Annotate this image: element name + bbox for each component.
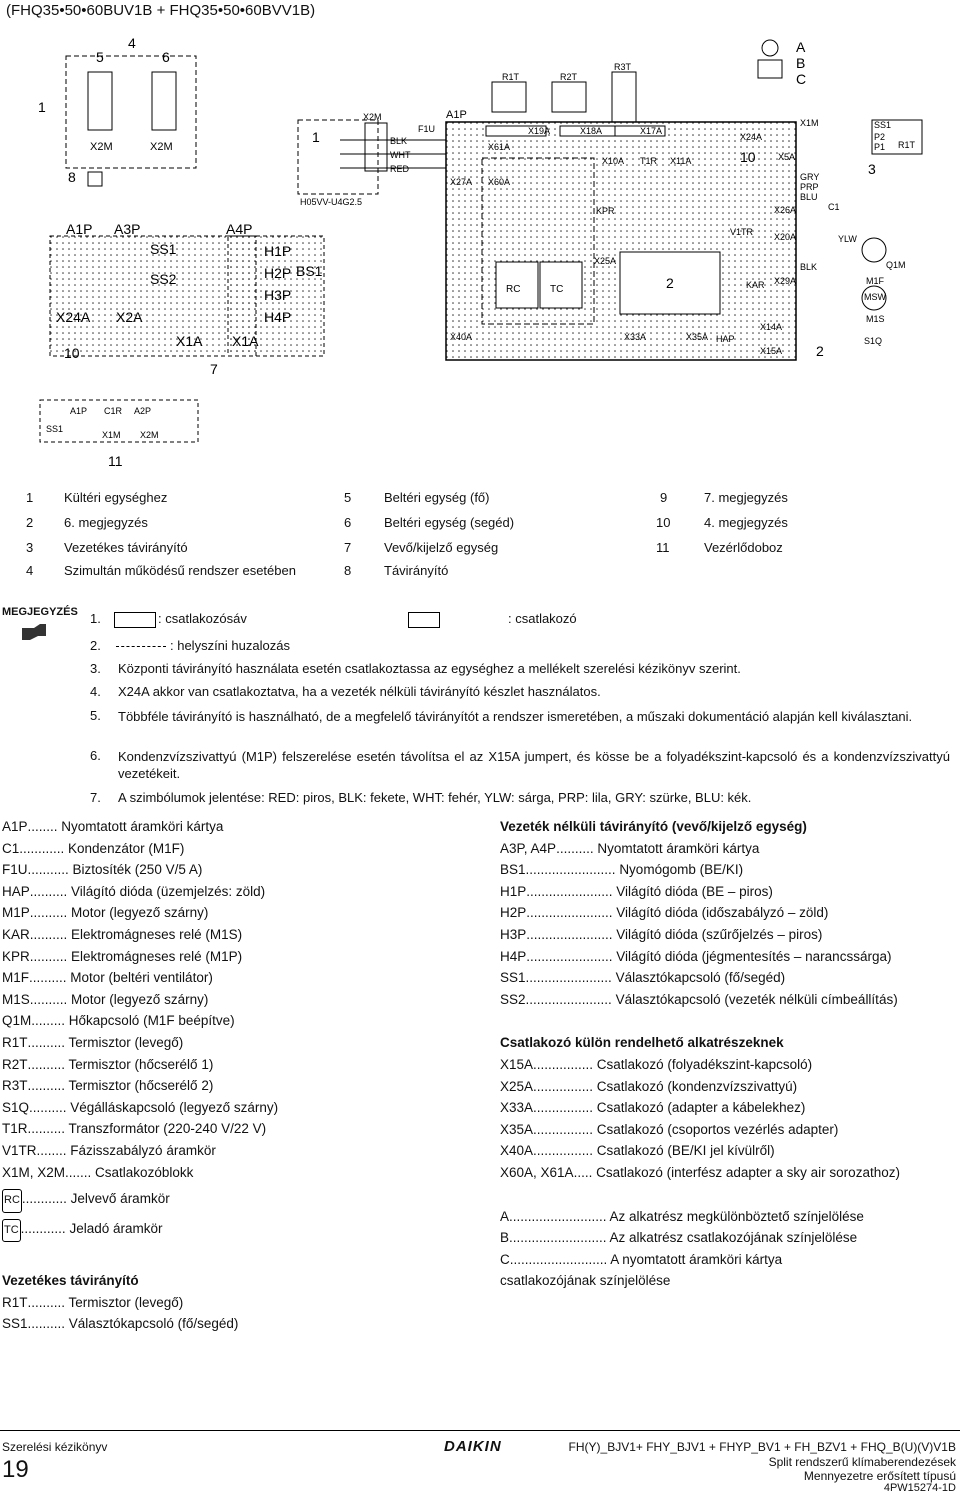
part-key: R1T	[2, 1034, 28, 1050]
legend-3-text: Vezetékes távirányító	[64, 540, 188, 555]
terminal-strip-symbol	[114, 612, 156, 628]
blk-label-2: BLK	[800, 262, 818, 272]
part-value: Végálláskapcsoló (legyező szárny)	[70, 1099, 279, 1115]
x27a-label: X27A	[450, 177, 473, 187]
legend-2-text: 6. megjegyzés	[64, 515, 148, 530]
wireless-remote-title: Vezeték nélküli távirányító (vevő/kijelző egység)	[500, 819, 807, 834]
x25a-label: X25A	[594, 256, 617, 266]
part-value: Motor (beltéri ventilátor)	[70, 970, 213, 986]
part-key: H1P	[500, 883, 527, 899]
part-key: X15A	[500, 1056, 534, 1072]
note-2-num: 2.	[90, 638, 101, 653]
part-key: M1F	[2, 970, 29, 986]
note-4-text: X24A akkor van csatlakoztatva, ha a vezeték nélküli távirányító készlet használatos.	[118, 684, 601, 699]
part-value: Motor (legyező szárny)	[71, 905, 209, 921]
wiring-diagram	[0, 20, 960, 480]
x29a-label: X29A	[774, 276, 797, 286]
wht-label: WHT	[390, 150, 411, 160]
part-row: TC ............ Jeladó áramkör	[2, 1218, 472, 1243]
part-key: SS1	[500, 970, 526, 986]
part-row: H3P....................... Világító dióda (szűrőjelzés – piros)	[500, 924, 958, 946]
part-key: A3P, A4P	[500, 840, 557, 856]
footer-page-number: 19	[2, 1456, 29, 1483]
part-row: SS1....................... Választókapcsoló (fő/segéd)	[500, 967, 958, 989]
footer-manual: Szerelési kézikönyv	[2, 1440, 108, 1454]
part-value: Csatlakozó (adapter a kábelekhez)	[596, 1100, 806, 1116]
x15a-label: X15A	[760, 346, 783, 356]
parts-left-list	[2, 816, 472, 1335]
part-row: H1P....................... Világító dióda (BE – piros)	[500, 881, 958, 903]
part-row: M1S.......... Motor (legyező szárny)	[2, 989, 472, 1011]
a3p-label: A3P	[114, 221, 141, 237]
part-key: B	[500, 1230, 510, 1246]
part-key: KAR	[2, 926, 30, 942]
part-key: T1R	[2, 1121, 28, 1137]
part-row: A3P, A4P.......... Nyomtatott áramköri kártya	[500, 838, 958, 860]
x24a-label: X24A	[740, 132, 763, 142]
a1p-label-2: A1P	[66, 221, 93, 237]
part-value: Termisztor (hőcserélő 1)	[68, 1056, 214, 1072]
note-1-connector: : csatlakozó	[508, 611, 577, 626]
p1-label: P1	[874, 142, 886, 152]
x61a-label: X61A	[488, 142, 511, 152]
box11-a2p: A2P	[134, 406, 152, 416]
x18a-label: X18A	[580, 126, 603, 136]
part-value: Fázisszabályzó áramkör	[70, 1142, 216, 1158]
m1s-label: M1S	[866, 314, 885, 324]
a1p-label: A1P	[446, 109, 467, 121]
part-key: F1U	[2, 862, 28, 878]
part-key: H4P	[500, 948, 527, 964]
p2-label: P2	[874, 132, 886, 142]
legend-10-text: 4. megjegyzés	[704, 515, 788, 530]
optional-title: Csatlakozó külön rendelhető alkatrészeknek	[500, 1035, 784, 1051]
part-value: Választókapcsoló (fő/segéd)	[615, 970, 786, 986]
x1a-label-2: X1A	[232, 333, 259, 349]
callout-6: 6	[162, 49, 170, 65]
legend-1-text: Kültéri egységhez	[64, 490, 168, 505]
part-key: X33A	[500, 1100, 534, 1116]
part-key: R3T	[2, 1078, 28, 1094]
legend-3-num: 3	[26, 540, 34, 555]
part-row: M1P.......... Motor (legyező szárny)	[2, 902, 472, 924]
x2m-3-label: X2M	[150, 141, 173, 153]
f1u-label: F1U	[418, 124, 436, 134]
parts-right-list	[500, 816, 958, 1292]
part-value: Hőkapcsoló (M1F beépítve)	[68, 1013, 235, 1029]
h1p-label: H1P	[264, 243, 292, 259]
part-row: R2T.......... Termisztor (hőcserélő 1)	[2, 1054, 472, 1076]
legend-9-text: 7. megjegyzés	[704, 490, 788, 505]
cable-label: H05VV-U4G2.5	[300, 197, 363, 207]
part-row: X35A................ Csatlakozó (csoportos vezérlés adapter)	[500, 1119, 958, 1141]
kpr-label: KPR	[596, 206, 615, 216]
part-key: H3P	[500, 926, 527, 942]
gry-label: GRY	[800, 172, 820, 182]
legend-7-text: Vevő/kijelző egység	[384, 540, 499, 555]
part-value: Termisztor (levegő)	[68, 1034, 184, 1050]
x60a-label: X60A	[488, 177, 511, 187]
part-row: X1M, X2M....... Csatlakozóblokk	[2, 1162, 472, 1184]
part-key: A	[500, 1208, 510, 1224]
part-row: Q1M......... Hőkapcsoló (M1F beépítve)	[2, 1010, 472, 1032]
part-value: Kondenzátor (M1F)	[68, 840, 185, 856]
part-row: R1T.......... Termisztor (levegő)	[2, 1032, 472, 1054]
h2p-label: H2P	[264, 265, 292, 281]
part-key: TC	[2, 1219, 21, 1243]
part-key: X60A, X61A	[500, 1164, 574, 1180]
part-value: Világító dióda (időszabályzó – zöld)	[616, 905, 829, 921]
part-key: Q1M	[2, 1013, 32, 1029]
legend-5-num: 5	[344, 490, 352, 505]
part-value: Termisztor (levegő)	[68, 1294, 184, 1310]
x20a-label: X20A	[774, 232, 797, 242]
part-key: H2P	[500, 905, 527, 921]
x1m-label: X1M	[800, 118, 819, 128]
part-row: A.......................... Az alkatrész megkülönböztető színjelölése	[500, 1206, 958, 1228]
legend-6-text: Beltéri egység (segéd)	[384, 515, 515, 530]
tc-label: TC	[550, 284, 564, 295]
part-key: SS2	[500, 991, 526, 1007]
legend-9-num: 9	[660, 490, 668, 505]
ylw-label: YLW	[838, 234, 857, 244]
part-key: R2T	[2, 1056, 28, 1072]
part-value: Nyomógomb (BE/KI)	[619, 862, 744, 878]
part-value: Jeladó áramkör	[69, 1220, 163, 1236]
part-key: X35A	[500, 1121, 534, 1137]
part-row: SS2....................... Választókapcsoló (vezeték nélküli címbeállítás)	[500, 989, 958, 1011]
part-key: M1S	[2, 991, 30, 1007]
h4p-label: H4P	[264, 309, 292, 325]
prp-label: PRP	[800, 182, 819, 192]
callout-2b: 2	[816, 343, 824, 359]
callout-a: A	[796, 39, 806, 55]
part-row: X15A................ Csatlakozó (folyadékszint-kapcsoló)	[500, 1054, 958, 1076]
x14a-label: X14A	[760, 322, 783, 332]
ss1-label-2: SS1	[150, 241, 177, 257]
part-value: Csatlakozó (kondenzvízszivattyú)	[596, 1078, 798, 1094]
legend-2-num: 2	[26, 515, 34, 530]
note-5-text: Többféle távirányító is használható, de a megfelelő távirányítót a rendszer ismeretében, a műszaki dokumentáció alapján kell kiválasztani.	[118, 709, 913, 724]
x24a-2-label: X24A	[56, 309, 91, 325]
part-value: Az alkatrész csatlakozójának színjelölése	[609, 1230, 858, 1246]
part-row: F1U........... Biztosíték (250 V/5 A)	[2, 859, 472, 881]
callout-4: 4	[128, 35, 136, 51]
part-value: Világító dióda (jégmentesítés – narancssárga)	[616, 948, 892, 964]
part-row: HAP.......... Világító dióda (üzemjelzés: zöld)	[2, 881, 472, 903]
x2a-label: X2A	[116, 309, 143, 325]
red-label: RED	[390, 164, 410, 174]
part-value: Világító dióda (üzemjelzés: zöld)	[71, 883, 266, 899]
part-value: Az alkatrész megkülönböztető színjelölése	[609, 1208, 864, 1224]
legend-1-num: 1	[26, 490, 34, 505]
page-header: (FHQ35•50•60BUV1B + FHQ35•50•60BVV1B)	[6, 2, 316, 19]
part-row: B.......................... Az alkatrész csatlakozójának színjelölése	[500, 1227, 958, 1249]
notes-heading: MEGJEGYZÉS	[2, 606, 78, 618]
part-value: Nyomtatott áramköri kártya	[597, 840, 760, 856]
x11a-label: X11A	[670, 156, 692, 166]
part-key: SS1	[2, 1316, 28, 1332]
r3t-label: R3T	[614, 62, 632, 72]
blu-label: BLU	[800, 192, 818, 202]
part-row: V1TR........ Fázisszabályzó áramkör	[2, 1140, 472, 1162]
note-6-text: Kondenzvízszivattyú (M1P) felszerelése esetén távolítsa el az X15A jumpert, és kösse be a folyadékszint-kapcsoló és a kondenzvízszivattyú vezetékeit.	[118, 749, 950, 781]
part-key: C1	[2, 840, 20, 856]
kar-label: KAR	[746, 280, 765, 290]
box11-x1m: X1M	[102, 430, 121, 440]
callout-3: 3	[868, 161, 876, 177]
footer-models: FH(Y)_BJV1+ FHY_BJV1 + FHYP_BV1 + FH_BZV1 + FHQ_B(U)(V)V1B	[568, 1440, 956, 1454]
part-row: C.......................... A nyomtatott áramköri kártya csatlakozójának színjelölése	[500, 1249, 850, 1292]
note-5-num: 5.	[90, 708, 101, 723]
part-value: Elektromágneses relé (M1S)	[71, 926, 243, 942]
x10a-label: X10A	[602, 156, 625, 166]
part-key: V1TR	[2, 1142, 37, 1158]
part-value: Jelvevő áramkör	[70, 1191, 170, 1207]
part-value: Választókapcsoló (vezeték nélküli címbeállítás)	[615, 991, 898, 1007]
t1r-label: T1R	[640, 156, 658, 166]
x19a-label: X19A	[528, 126, 551, 136]
callout-11: 11	[108, 453, 123, 469]
part-key: M1P	[2, 905, 30, 921]
a4p-label: A4P	[226, 221, 253, 237]
part-row: A1P........ Nyomtatott áramköri kártya	[2, 816, 472, 838]
part-value: Csatlakozó (folyadékszint-kapcsoló)	[596, 1056, 813, 1072]
part-value: Nyomtatott áramköri kártya	[61, 819, 224, 834]
note-2-text: : helyszíni huzalozás	[170, 638, 290, 653]
legend-8-num: 8	[344, 563, 352, 578]
note-4-num: 4.	[90, 684, 101, 699]
part-row: H4P....................... Világító dióda (jégmentesítés – narancssárga)	[500, 946, 958, 968]
hap-label: HAP	[716, 334, 735, 344]
legend-10-num: 10	[656, 515, 671, 530]
note-3-num: 3.	[90, 661, 101, 676]
part-value: Motor (legyező szárny)	[71, 991, 209, 1007]
part-row: KPR.......... Elektromágneses relé (M1P)	[2, 946, 472, 968]
note-1-strip: : csatlakozósáv	[158, 611, 247, 626]
footer-code: 4PW15274-1D	[883, 1482, 956, 1494]
part-value: Biztosíték (250 V/5 A)	[72, 862, 203, 878]
x17a-label: X17A	[640, 126, 663, 136]
r2t-label: R2T	[560, 72, 578, 82]
part-row: X25A................ Csatlakozó (kondenzvízszivattyú)	[500, 1076, 958, 1098]
note-1-num: 1.	[90, 611, 101, 626]
callout-1b: 1	[312, 129, 320, 145]
note-3-text: Központi távirányító használata esetén csatlakoztassa az egységhez a mellékelt szerelési kézikönyv szerint.	[118, 661, 741, 676]
part-row: X40A................ Csatlakozó (BE/KI jel kívülről)	[500, 1140, 958, 1162]
footer-line3: Mennyezetre erősített típusú	[803, 1469, 956, 1483]
blk-label: BLK	[390, 136, 408, 146]
callout-5: 5	[96, 49, 104, 65]
v1tr-label: V1TR	[730, 227, 754, 237]
connector-symbol	[408, 612, 440, 628]
part-value: Csatlakozó (interfész adapter a sky air sorozathoz)	[596, 1164, 900, 1180]
part-row: KAR.......... Elektromágneses relé (M1S)	[2, 924, 472, 946]
legend-8-text: Távirányító	[384, 563, 449, 578]
part-key: X25A	[500, 1078, 534, 1094]
legend-6-num: 6	[344, 515, 352, 530]
part-key: R1T	[2, 1294, 28, 1310]
x5a-label: X5A	[778, 152, 796, 162]
s1q-label: S1Q	[864, 336, 883, 346]
part-key: RC	[2, 1189, 22, 1213]
x2m-2-label: X2M	[90, 141, 113, 153]
legend-11-text: Vezérlődoboz	[704, 540, 783, 555]
part-row: X60A, X61A..... Csatlakozó (interfész adapter a sky air sorozathoz)	[500, 1162, 958, 1184]
box11-c1r: C1R	[104, 406, 123, 416]
part-row: X33A................ Csatlakozó (adapter a kábelekhez)	[500, 1097, 958, 1119]
part-key: HAP	[2, 883, 30, 899]
daikin-logo: DAIKIN	[444, 1438, 502, 1455]
callout-10b: 10	[740, 149, 756, 165]
footer-rule	[0, 1430, 960, 1431]
part-key: A1P	[2, 819, 28, 834]
box11-ss1: SS1	[46, 424, 64, 434]
legend-7-num: 7	[344, 540, 352, 555]
part-row: R3T.......... Termisztor (hőcserélő 2)	[2, 1075, 472, 1097]
part-value: A nyomtatott áramköri kártya csatlakozójának színjelölése	[500, 1251, 783, 1289]
legend-4-text: Szimultán működésű rendszer esetében	[64, 563, 296, 578]
x26a-label: X26A	[774, 205, 797, 215]
h3p-label: H3P	[264, 287, 292, 303]
part-row: M1F.......... Motor (beltéri ventilátor)	[2, 967, 472, 989]
ss1-label: SS1	[874, 120, 892, 130]
part-value: Termisztor (hőcserélő 2)	[68, 1078, 214, 1094]
c1-label: C1	[828, 202, 840, 212]
part-row: T1R.......... Transzformátor (220-240 V/22 V)	[2, 1118, 472, 1140]
part-row: C1............ Kondenzátor (M1F)	[2, 838, 472, 860]
box11-x2m: X2M	[140, 430, 159, 440]
x33a-label: X33A	[624, 332, 647, 342]
legend-4-num: 4	[26, 563, 34, 578]
callout-8: 8	[68, 169, 76, 185]
part-row: S1Q.......... Végálláskapcsoló (legyező szárny)	[2, 1097, 472, 1119]
part-row: BS1........................ Nyomógomb (BE/KI)	[500, 859, 958, 881]
x2m-label: X2M	[363, 112, 382, 122]
x35a-label: X35A	[686, 332, 709, 342]
legend-5-text: Beltéri egység (fő)	[384, 490, 490, 505]
part-row: SS1.......... Választókapcsoló (fő/segéd)	[2, 1313, 472, 1335]
part-key: KPR	[2, 948, 30, 964]
callout-c: C	[796, 71, 807, 87]
x1a-label: X1A	[176, 333, 203, 349]
part-row: R1T.......... Termisztor (levegő)	[2, 1292, 472, 1314]
part-value: Transzformátor (220-240 V/22 V)	[68, 1121, 267, 1137]
wired-remote-title: Vezetékes távirányító	[2, 1273, 139, 1289]
part-row: H2P....................... Világító dióda (időszabályzó – zöld)	[500, 902, 958, 924]
part-key: X1M, X2M	[2, 1164, 66, 1180]
hand-icon	[20, 622, 48, 642]
part-value: Világító dióda (BE – piros)	[616, 883, 773, 899]
part-value: Elektromágneses relé (M1P)	[71, 948, 243, 964]
part-value: Világító dióda (szűrőjelzés – piros)	[616, 926, 823, 942]
part-value: Csatlakozóblokk	[95, 1164, 194, 1180]
part-value: Választókapcsoló (fő/segéd)	[68, 1316, 239, 1332]
box11-a1p: A1P	[70, 406, 88, 416]
ss2-label: SS2	[150, 271, 177, 287]
footer-line2: Split rendszerű klímaberendezések	[768, 1455, 956, 1469]
note-6-num: 6.	[90, 748, 101, 763]
q1m-label: Q1M	[886, 260, 906, 270]
callout-b: B	[796, 55, 806, 71]
note-7-text: A szimbólumok jelentése: RED: piros, BLK: fekete, WHT: fehér, YLW: sárga, PRP: lila, GRY: szürke, BLU: kék.	[118, 790, 752, 805]
part-key: X40A	[500, 1143, 534, 1159]
part-value: Csatlakozó (BE/KI jel kívülről)	[596, 1143, 775, 1159]
rc-label: RC	[506, 284, 521, 295]
x40a-label: X40A	[450, 332, 473, 342]
note-7-num: 7.	[90, 790, 101, 805]
m1f-label: M1F	[866, 276, 884, 286]
part-key: C	[500, 1251, 510, 1267]
part-value: Csatlakozó (csoportos vezérlés adapter)	[596, 1121, 839, 1137]
part-row: RC ............ Jelvevő áramkör	[2, 1188, 472, 1213]
msw-label: MSW	[864, 292, 886, 302]
legend-11-num: 11	[656, 540, 670, 555]
callout-2a: 2	[666, 275, 674, 291]
r1t-label: R1T	[502, 72, 520, 82]
part-key: BS1	[500, 862, 526, 878]
bs1-label: BS1	[296, 263, 323, 279]
part-key: S1Q	[2, 1099, 30, 1115]
callout-1a: 1	[38, 99, 46, 115]
r1t-label-2: R1T	[898, 140, 916, 150]
callout-7: 7	[210, 361, 218, 377]
field-wiring-symbol	[116, 646, 166, 647]
